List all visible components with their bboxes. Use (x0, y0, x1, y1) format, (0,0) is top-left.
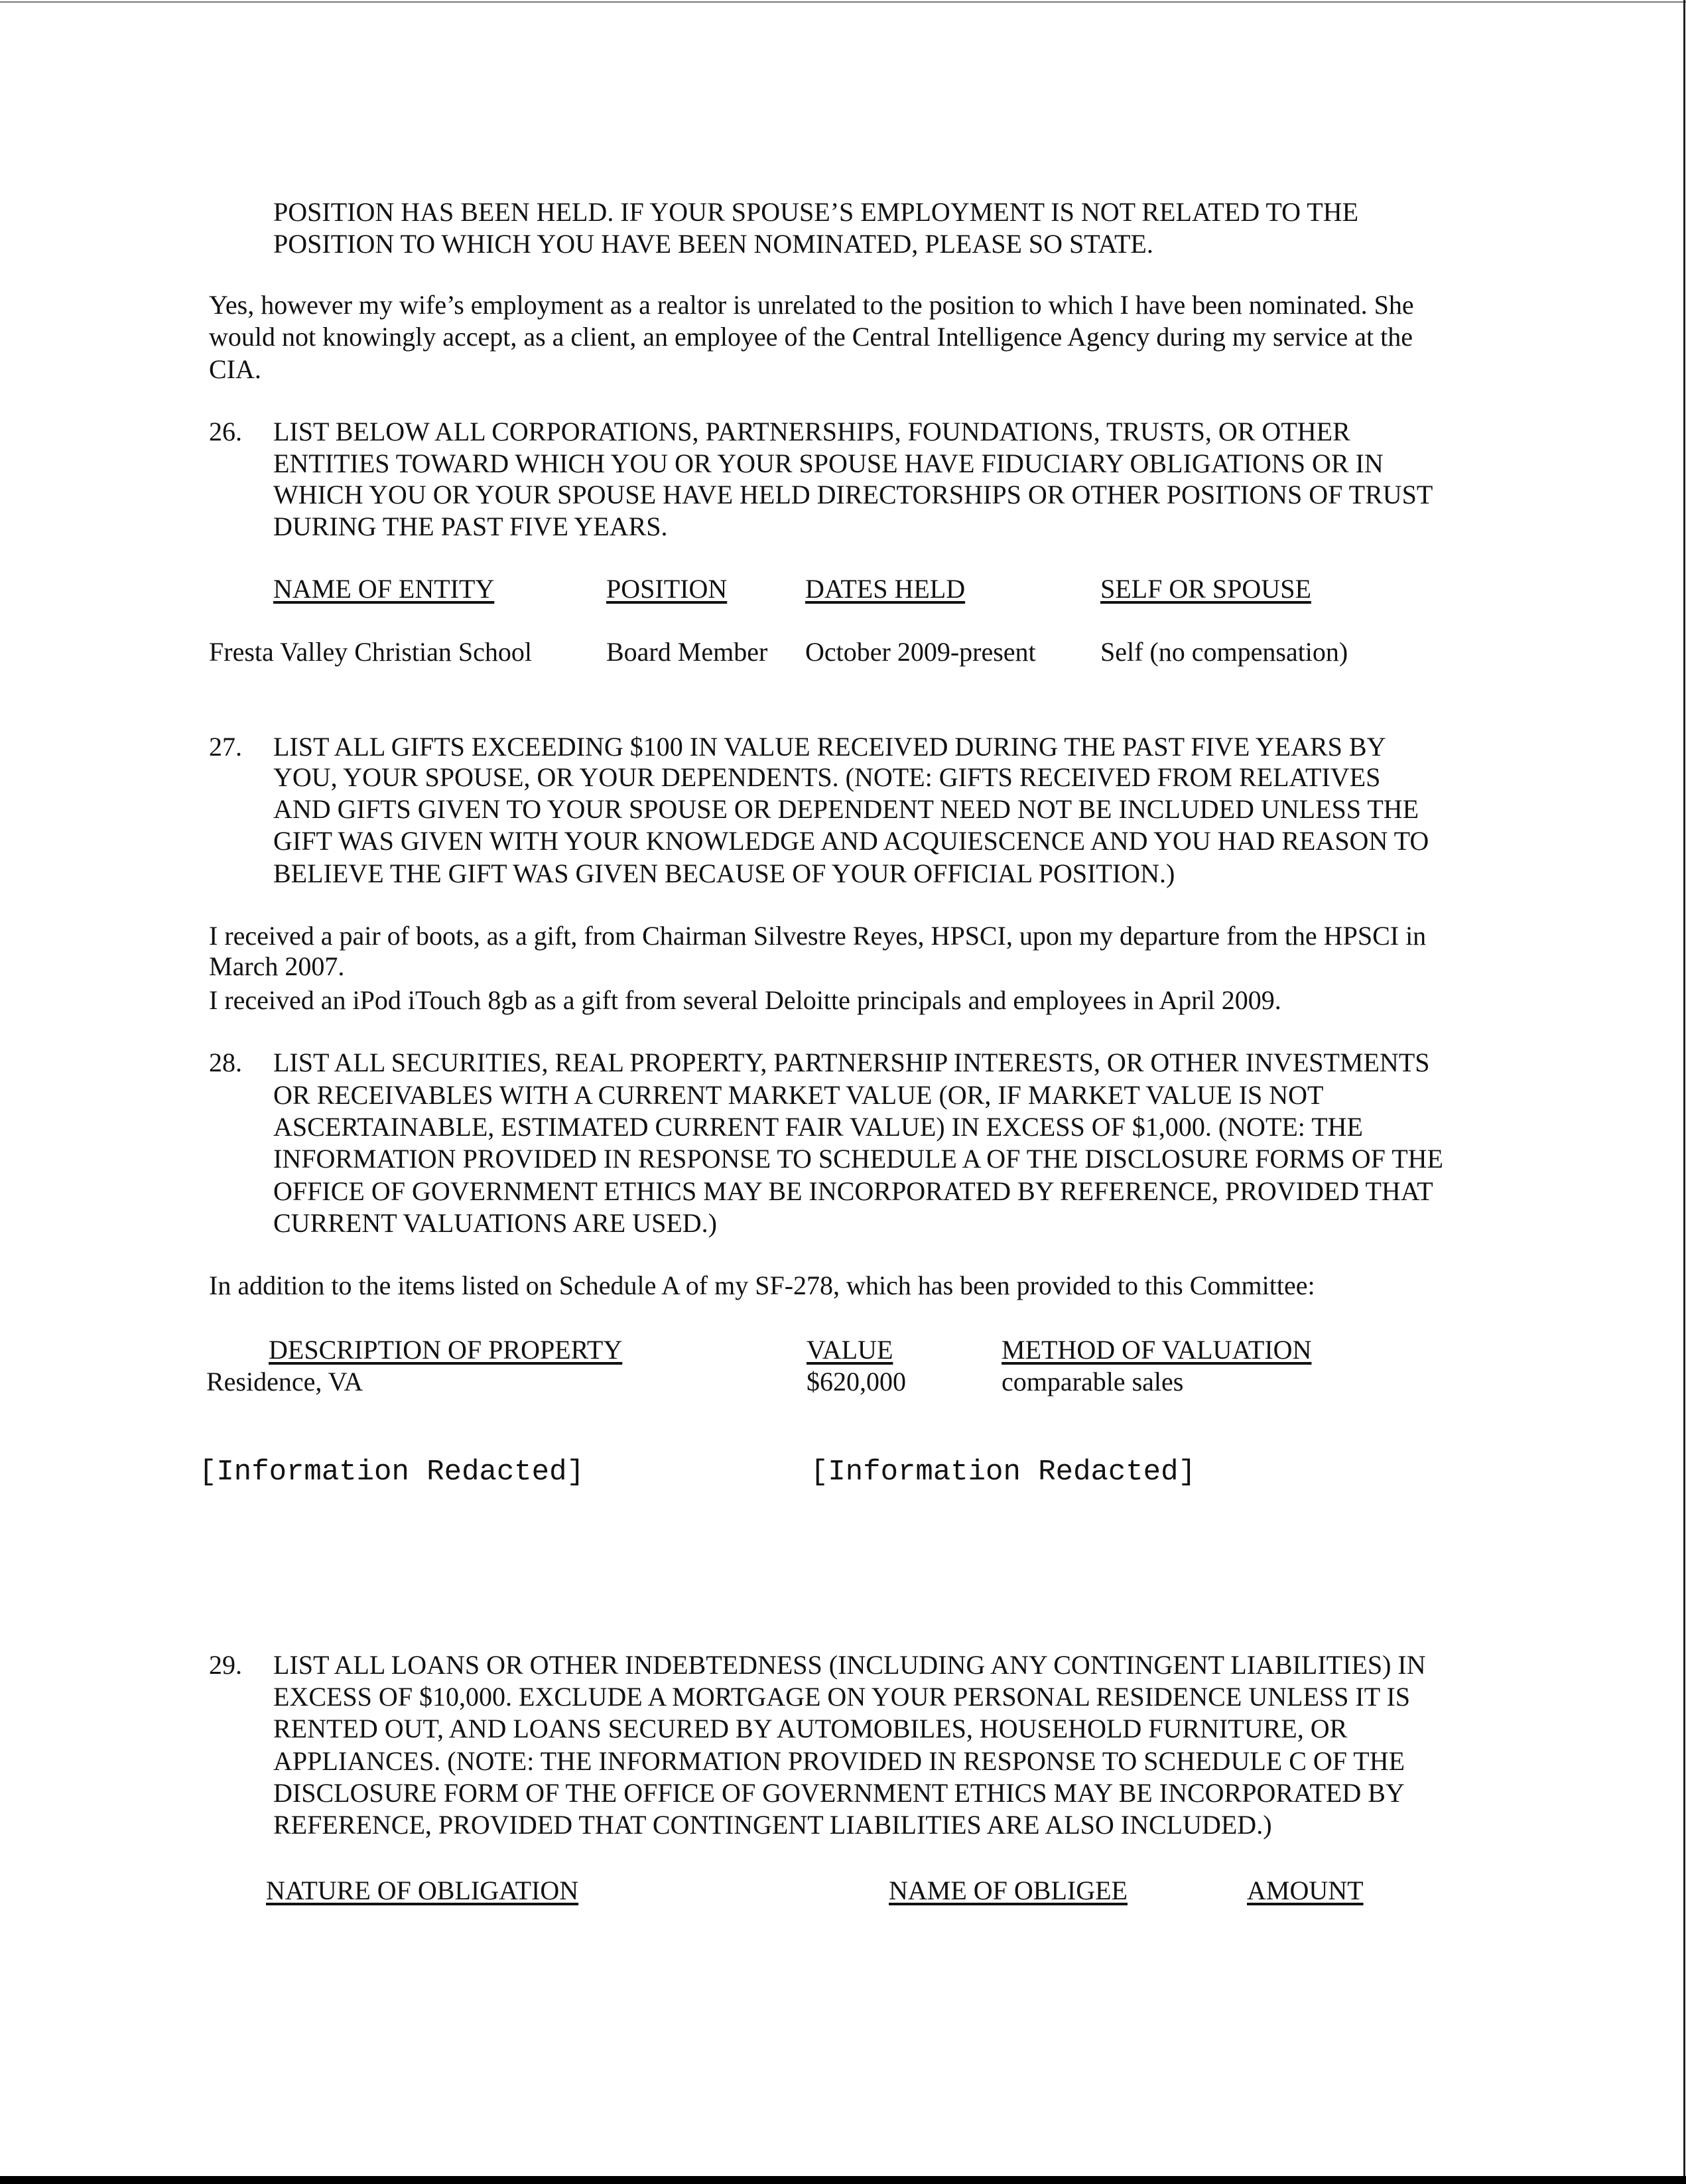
question-text-line: CURRENT VALUATIONS ARE USED.) (273, 1208, 717, 1238)
question-text-line: DISCLOSURE FORM OF THE OFFICE OF GOVERNMENT ETHICS MAY BE INCORPORATED BY (273, 1778, 1405, 1808)
entity-name: Fresta Valley Christian School (209, 637, 532, 667)
question-text-line: WHICH YOU OR YOUR SPOUSE HAVE HELD DIRECTORSHIPS OR OTHER POSITIONS OF TRUST (273, 480, 1433, 510)
question-text-line: LIST ALL SECURITIES, REAL PROPERTY, PARTNERSHIP INTERESTS, OR OTHER INVESTMENTS (273, 1048, 1430, 1077)
question-text-line: EXCESS OF $10,000. EXCLUDE A MORTGAGE ON YOUR PERSONAL RESIDENCE UNLESS IT IS (273, 1682, 1411, 1712)
question-text-line: DURING THE PAST FIVE YEARS. (273, 512, 668, 541)
scan-bottom-edge (0, 2176, 1686, 2184)
answer-text-line: would not knowingly accept, as a client, an employee of the Central Intelligence Agency during my service at the (209, 322, 1413, 352)
redacted-notice: [Information Redacted] (199, 1456, 584, 1489)
answer-text-line: CIA. (209, 354, 261, 384)
question-text-line: LIST BELOW ALL CORPORATIONS, PARTNERSHIPS, FOUNDATIONS, TRUSTS, OR OTHER (273, 417, 1350, 446)
question-text-line: LIST ALL LOANS OR OTHER INDEBTEDNESS (INCLUDING ANY CONTINGENT LIABILITIES) IN (273, 1650, 1426, 1680)
answer-text-line: I received an iPod iTouch 8gb as a gift from several Deloitte principals and employees in April 2009. (209, 985, 1281, 1015)
column-header-description: DESCRIPTION OF PROPERTY (269, 1335, 623, 1365)
question-text-line: APPLIANCES. (NOTE: THE INFORMATION PROVIDED IN RESPONSE TO SCHEDULE C OF THE (273, 1746, 1405, 1776)
question-text-line: ASCERTAINABLE, ESTIMATED CURRENT FAIR VALUE) IN EXCESS OF $1,000. (NOTE: THE (273, 1112, 1363, 1142)
question-number: 27. (209, 732, 242, 762)
answer-intro: In addition to the items listed on Schedule A of my SF-278, which has been provided to this Committee: (209, 1270, 1315, 1300)
answer-text-line: Yes, however my wife’s employment as a realtor is unrelated to the position to which I have been nominated. She (209, 290, 1414, 320)
question-text-line: POSITION TO WHICH YOU HAVE BEEN NOMINATED, PLEASE SO STATE. (273, 229, 1153, 259)
property-valuation-method: comparable sales (1002, 1367, 1184, 1397)
redacted-notice: [Information Redacted] (811, 1456, 1196, 1489)
column-header-dates: DATES HELD (805, 574, 966, 604)
answer-text-line: I received a pair of boots, as a gift, from Chairman Silvestre Reyes, HPSCI, upon my departure from the HPSCI in (209, 921, 1427, 951)
question-text-line: POSITION HAS BEEN HELD. IF YOUR SPOUSE’S EMPLOYMENT IS NOT RELATED TO THE (273, 197, 1359, 227)
column-header-method: METHOD OF VALUATION (1002, 1335, 1312, 1365)
question-text-line: BELIEVE THE GIFT WAS GIVEN BECAUSE OF YOUR OFFICIAL POSITION.) (273, 858, 1175, 888)
scan-right-edge (1683, 0, 1685, 2184)
question-text-line: ENTITIES TOWARD WHICH YOU OR YOUR SPOUSE HAVE FIDUCIARY OBLIGATIONS OR IN (273, 448, 1384, 478)
column-header-obligation: NATURE OF OBLIGATION (266, 1876, 579, 1905)
column-header-value: VALUE (807, 1335, 893, 1365)
property-description: Residence, VA (206, 1367, 363, 1397)
answer-text-line: March 2007. (209, 951, 345, 981)
column-header-entity: NAME OF ENTITY (273, 574, 495, 604)
question-text-line: REFERENCE, PROVIDED THAT CONTINGENT LIABILITIES ARE ALSO INCLUDED.) (273, 1810, 1272, 1840)
column-header-amount: AMOUNT (1247, 1876, 1364, 1905)
question-text-line: LIST ALL GIFTS EXCEEDING $100 IN VALUE RECEIVED DURING THE PAST FIVE YEARS BY (273, 732, 1386, 762)
question-number: 26. (209, 417, 242, 446)
question-text-line: GIFT WAS GIVEN WITH YOUR KNOWLEDGE AND ACQUIESCENCE AND YOU HAD REASON TO (273, 826, 1429, 856)
column-header-obligee: NAME OF OBLIGEE (889, 1876, 1128, 1905)
property-value: $620,000 (807, 1367, 906, 1397)
question-text-line: INFORMATION PROVIDED IN RESPONSE TO SCHEDULE A OF THE DISCLOSURE FORMS OF THE (273, 1144, 1443, 1174)
question-text-line: YOU, YOUR SPOUSE, OR YOUR DEPENDENTS. (NOTE: GIFTS RECEIVED FROM RELATIVES (273, 762, 1381, 792)
entity-position: Board Member (606, 637, 768, 667)
question-number: 29. (209, 1650, 242, 1680)
question-text-line: OFFICE OF GOVERNMENT ETHICS MAY BE INCORPORATED BY REFERENCE, PROVIDED THAT (273, 1176, 1433, 1206)
column-header-position: POSITION (606, 574, 728, 604)
scan-top-edge (0, 1, 1686, 3)
question-text-line: OR RECEIVABLES WITH A CURRENT MARKET VALUE (OR, IF MARKET VALUE IS NOT (273, 1080, 1324, 1110)
column-header-self-spouse: SELF OR SPOUSE (1100, 574, 1311, 604)
question-number: 28. (209, 1048, 242, 1077)
question-text-line: RENTED OUT, AND LOANS SECURED BY AUTOMOBILES, HOUSEHOLD FURNITURE, OR (273, 1714, 1348, 1743)
question-text-line: AND GIFTS GIVEN TO YOUR SPOUSE OR DEPENDENT NEED NOT BE INCLUDED UNLESS THE (273, 794, 1419, 824)
entity-self-spouse: Self (no compensation) (1100, 637, 1348, 667)
entity-dates: October 2009-present (805, 637, 1036, 667)
